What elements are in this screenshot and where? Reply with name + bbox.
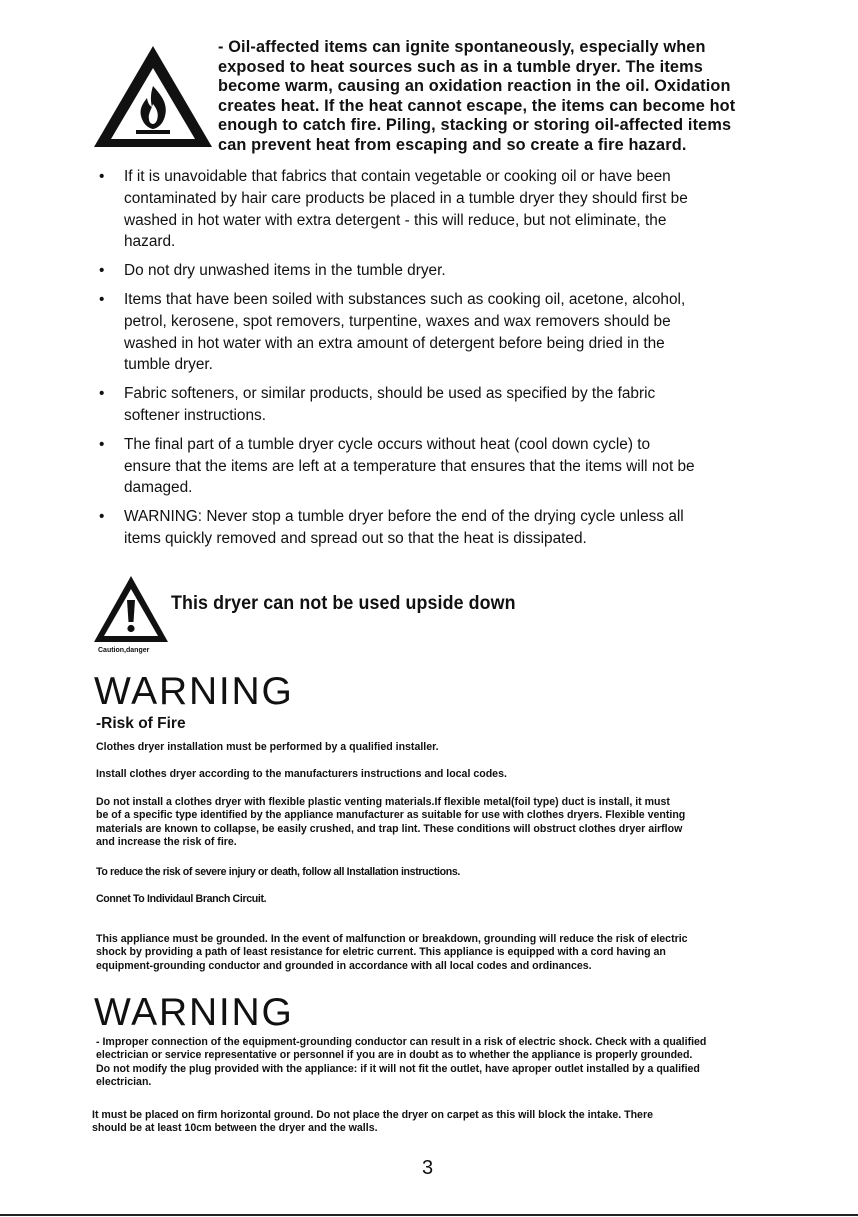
bullet-dot: • xyxy=(99,262,105,280)
paragraph-line: Clothes dryer installation must be performed by a qualified installer. xyxy=(96,741,439,753)
paragraph-line: Install clothes dryer according to the manufacturers instructions and local codes. xyxy=(96,768,507,780)
venting-paragraph xyxy=(96,796,766,850)
list-item xyxy=(96,434,776,499)
paragraph-line: shock by providing a path of least resistance for eletric current. This appliance is equipped with a cord having an xyxy=(96,946,666,959)
list-item-line: damaged. xyxy=(124,479,193,497)
list-item-line: tumble dryer. xyxy=(124,356,213,374)
list-item-line: WARNING: Never stop a tumble dryer before the end of the drying cycle unless all xyxy=(124,508,684,526)
fire-warning-line: become warm, causing an oxidation reaction in the oil. Oxidation xyxy=(218,77,731,96)
bullet-dot: • xyxy=(99,508,105,526)
fire-warning-text xyxy=(218,38,773,156)
install-instructions-paragraph xyxy=(96,768,507,781)
placement-paragraph xyxy=(92,1109,767,1136)
paragraph-line: - Improper connection of the equipment-grounding conductor can result in a risk of electric shock. Check with a qualified xyxy=(96,1036,707,1048)
improper-connection-paragraph xyxy=(96,1036,766,1090)
list-item-line: softener instructions. xyxy=(124,406,267,424)
safety-bullet-list xyxy=(96,166,776,550)
injury-paragraph xyxy=(96,866,460,879)
fire-warning-line: exposed to heat sources such as in a tumble dryer. The items xyxy=(218,57,703,76)
list-item xyxy=(96,383,776,427)
list-item-line: washed in hot water with an extra amount of detergent before being dried in the xyxy=(124,334,665,352)
paragraph-line: Connet To Individaul Branch Circuit. xyxy=(96,893,267,905)
caution-exclamation-triangle-icon xyxy=(92,574,170,644)
paragraph-line: should be at least 10cm between the dryer and the walls. xyxy=(92,1122,378,1135)
caution-label: Caution,danger xyxy=(98,647,150,654)
list-item-line: items quickly removed and spread out so that the heat is dissipated. xyxy=(124,529,587,547)
list-item-line: contaminated by hair care products be placed in a tumble dryer they should first be xyxy=(124,189,688,207)
paragraph-line: This appliance must be grounded. In the event of malfunction or breakdown, grounding will reduce the risk of electric xyxy=(96,933,688,945)
list-item-line: ensure that the items are left at a temperature that ensures that the items will not be xyxy=(124,457,695,475)
list-item xyxy=(96,166,776,253)
fire-warning-triangle-icon xyxy=(92,44,214,150)
list-item xyxy=(96,506,776,550)
paragraph-line: To reduce the risk of severe injury or death, follow all Installation instructions. xyxy=(96,866,460,878)
bullet-dot: • xyxy=(99,385,105,403)
branch-circuit-paragraph xyxy=(96,893,266,906)
paragraph-line: Do not install a clothes dryer with flexible plastic venting materials.If flexible metal(foil type) duct is install, it must xyxy=(96,796,670,808)
paragraph-line: be of a specific type identified by the appliance manufacturer as suitable for use with clothes dryers. Flexible venting xyxy=(96,809,686,822)
list-item-line: washed in hot water with extra detergent - this will reduce, but not eliminate, the xyxy=(124,211,667,229)
warning-heading: WARNING xyxy=(94,670,294,713)
list-item-line: The final part of a tumble dryer cycle occurs without heat (cool down cycle) to xyxy=(124,435,651,453)
paragraph-line: and increase the risk of fire. xyxy=(96,836,237,849)
list-item-line: Fabric softeners, or similar products, should be used as specified by the fabric xyxy=(124,385,656,403)
list-item-line: If it is unavoidable that fabrics that contain vegetable or cooking oil or have been xyxy=(124,168,671,185)
fire-warning-line: can prevent heat from escaping and so create a fire hazard. xyxy=(218,135,687,154)
paragraph-line: Do not modify the plug provided with the appliance: if it will not fit the outlet, have aproper outlet installed by a qualified xyxy=(96,1062,700,1075)
list-item xyxy=(96,289,776,376)
bullet-dot: • xyxy=(99,290,105,308)
risk-of-fire-subtitle: -Risk of Fire xyxy=(96,715,186,732)
upside-down-caution-title: This dryer can not be used upside down xyxy=(171,593,516,614)
grounding-paragraph xyxy=(96,933,766,973)
bullet-dot: • xyxy=(99,435,105,453)
fire-warning-line: creates heat. If the heat cannot escape, the items can become hot xyxy=(218,96,736,115)
fire-warning-line: - Oil-affected items can ignite spontaneously, especially when xyxy=(218,38,706,56)
paragraph-line: equipment-grounding conductor and grounded in accordance with all local codes and ordinances. xyxy=(96,959,592,972)
paragraph-line: materials are known to collapse, be easily crushed, and trap lint. These conditions will obstruct clothes dryer airflow xyxy=(96,822,683,835)
page-number: 3 xyxy=(422,1157,434,1179)
installer-paragraph xyxy=(96,741,439,754)
list-item xyxy=(96,260,776,282)
bottom-divider xyxy=(0,1214,858,1216)
paragraph-line: electrician. xyxy=(96,1076,152,1089)
warning-heading: WARNING xyxy=(94,991,294,1034)
list-item-line: petrol, kerosene, spot removers, turpentine, waxes and wax removers should be xyxy=(124,312,671,330)
list-item-line: Do not dry unwashed items in the tumble dryer. xyxy=(124,262,446,280)
paragraph-line: electrician or service representative or personnel if you are in doubt as to whether the appliance is properly grounded. xyxy=(96,1049,693,1062)
fire-warning-line: enough to catch fire. Piling, stacking or storing oil-affected items xyxy=(218,116,732,135)
list-item-line: Items that have been soiled with substances such as cooking oil, acetone, alcohol, xyxy=(124,290,686,308)
paragraph-line: It must be placed on firm horizontal ground. Do not place the dryer on carpet as this will block the intake. There xyxy=(92,1109,653,1121)
list-item-line: hazard. xyxy=(124,233,176,251)
bullet-dot: • xyxy=(99,168,105,185)
